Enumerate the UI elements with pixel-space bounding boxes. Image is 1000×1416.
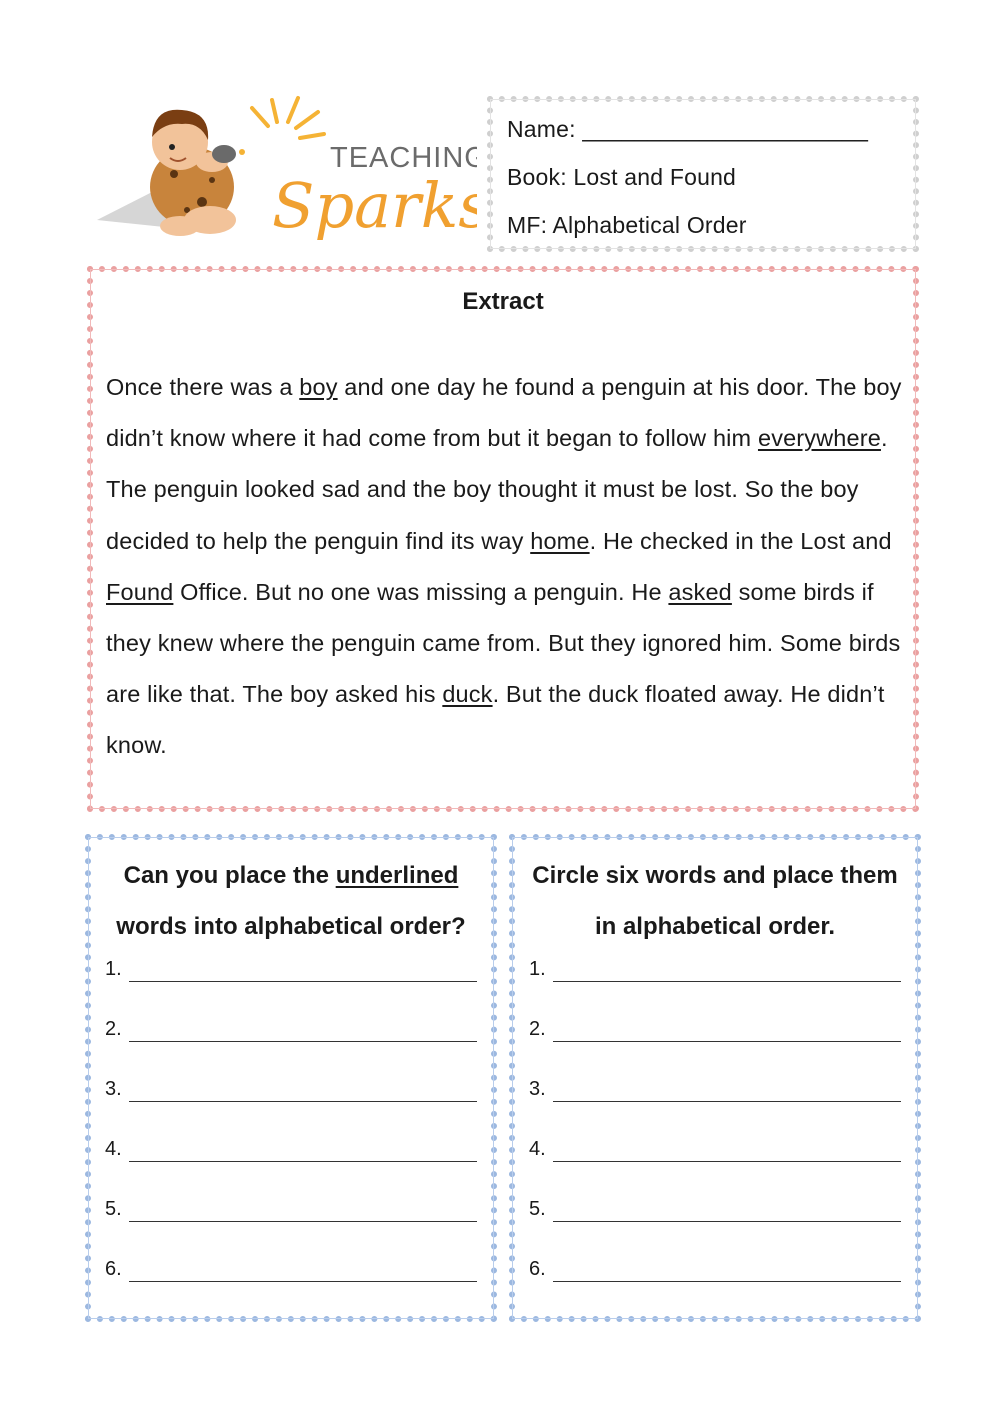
extract-text-segment: Office. But no one was missing a penguin. He [173, 578, 669, 605]
answer-blank-line[interactable] [129, 1081, 477, 1102]
answer-blank-line[interactable] [129, 1261, 477, 1282]
name-field[interactable]: Name: ______________________ [507, 116, 869, 142]
answer-number: 4. [105, 1138, 122, 1160]
extract-text-segment: Once there was a [106, 374, 300, 400]
answer-row [529, 1078, 901, 1138]
answer-blank-line[interactable] [129, 961, 477, 982]
answer-row [105, 1258, 477, 1318]
answer-row [529, 1138, 901, 1198]
answer-list-left [105, 958, 477, 1318]
task-right-question: Circle six words and place them in alphabetical order. [532, 862, 898, 940]
circle-words-task [509, 834, 921, 1322]
answer-number: 3. [529, 1078, 546, 1100]
answer-row [105, 1018, 477, 1078]
extract-text-segment: and one day he found a penguin at his door. The boy didn’t know where it had come from but it began to follow him [106, 374, 902, 452]
answer-list-right [529, 958, 901, 1318]
extract-box [87, 266, 919, 812]
answer-blank-line[interactable] [553, 1201, 901, 1222]
answer-row [529, 1258, 901, 1318]
answer-row [529, 1018, 901, 1078]
mf-label: MF: Alphabetical Order [507, 212, 747, 238]
answer-blank-line[interactable] [129, 1021, 477, 1042]
answer-row [105, 1138, 477, 1198]
answer-row [105, 1078, 477, 1138]
answer-row [105, 958, 477, 1018]
extract-title: Extract [462, 288, 544, 315]
book-label: Book: Lost and Found [507, 164, 737, 190]
answer-blank-line[interactable] [553, 1261, 901, 1282]
underlined-word: duck [442, 681, 493, 708]
answer-row [105, 1198, 477, 1258]
answer-blank-line[interactable] [553, 1141, 901, 1162]
answer-number: 6. [529, 1258, 546, 1280]
extract-text-segment: . But the duck floated away. He didn’t know. [106, 681, 885, 759]
answer-number: 5. [105, 1198, 122, 1220]
extract-text-segment: . The penguin looked sad and the boy thought it must be lost. So the boy decided to help the penguin find its way [106, 425, 888, 554]
answer-number: 3. [105, 1078, 122, 1100]
answer-blank-line[interactable] [129, 1141, 477, 1162]
answer-number: 1. [529, 958, 546, 980]
answer-number: 2. [529, 1018, 546, 1040]
answer-number: 2. [105, 1018, 122, 1040]
answer-blank-line[interactable] [129, 1201, 477, 1222]
extract-text-segment: . He checked in the Lost and [589, 527, 892, 554]
answer-number: 5. [529, 1198, 546, 1220]
student-info-box [487, 96, 919, 252]
answer-number: 1. [105, 958, 122, 980]
underlined-word: everywhere [757, 425, 881, 452]
answer-row [529, 958, 901, 1018]
underlined-word: Found [106, 578, 174, 605]
answer-number: 4. [529, 1138, 546, 1160]
extract-text-segment: some birds if they knew where the penguin came from. But they ignored him. Some birds are like that. The boy asked his [106, 578, 901, 708]
underlined-word: home [530, 527, 590, 554]
logo-sparks-text: Sparks [272, 169, 477, 242]
teaching-sparks-logo [92, 92, 477, 242]
answer-row [529, 1198, 901, 1258]
extract-paragraph [106, 362, 903, 772]
answer-blank-line[interactable] [553, 1021, 901, 1042]
answer-blank-line[interactable] [553, 961, 901, 982]
task-left-question: Can you place the underlined words into alphabetical order? [116, 862, 466, 940]
answer-blank-line[interactable] [553, 1081, 901, 1102]
underlined-word: boy [299, 374, 338, 400]
underlined-keyword: underlined [335, 862, 459, 889]
underlined-words-task [85, 834, 497, 1322]
logo-teaching-text: TEACHING [330, 142, 477, 174]
answer-number: 6. [105, 1258, 122, 1280]
underlined-word: asked [668, 578, 732, 605]
